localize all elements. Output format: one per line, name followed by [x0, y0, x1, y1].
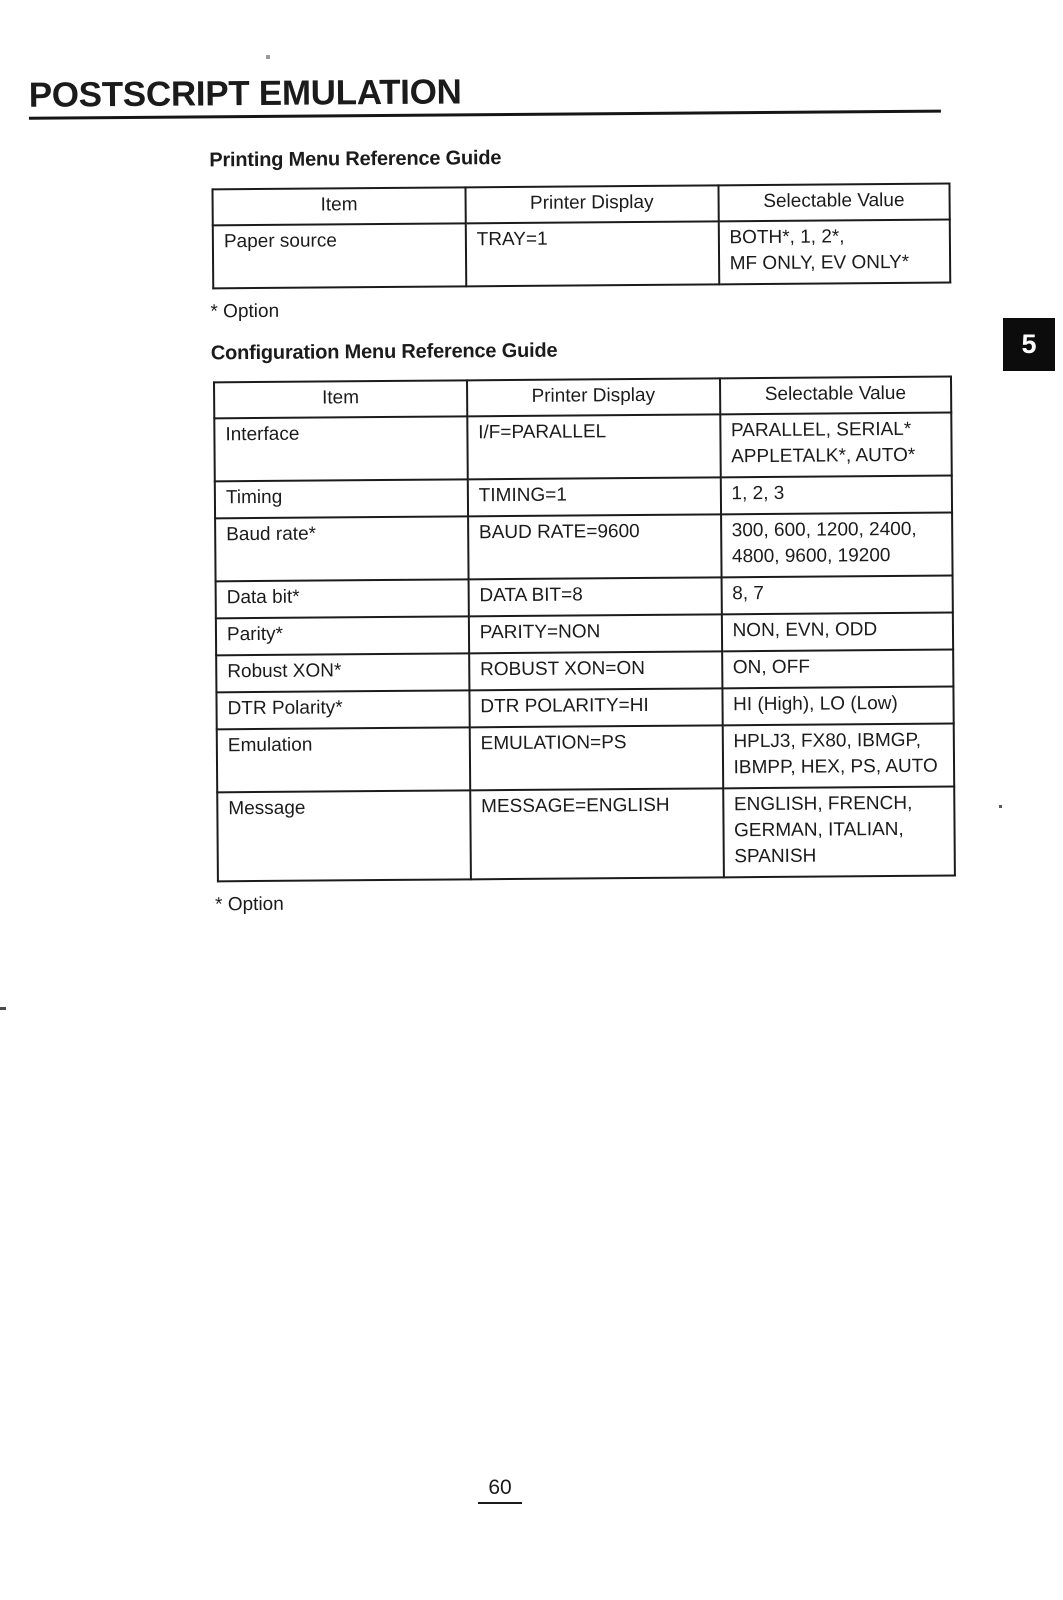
value-cell: ENGLISH, FRENCH, GERMAN, ITALIAN, SPANISH — [723, 787, 955, 878]
value-cell: PARALLEL, SERIAL* APPLETALK*, AUTO* — [720, 413, 952, 478]
item-cell: Interface — [214, 416, 467, 481]
table-row — [217, 724, 954, 793]
page-number: 60 — [478, 1476, 522, 1504]
table-header-row — [212, 184, 949, 226]
option-footnote: * Option — [215, 894, 284, 916]
section-heading: Printing Menu Reference Guide — [209, 147, 502, 172]
value-cell: ON, OFF — [722, 650, 954, 689]
table-row — [217, 787, 955, 882]
display-cell: TRAY=1 — [466, 221, 719, 286]
value-cell: 1, 2, 3 — [720, 476, 952, 515]
column-header: Printer Display — [465, 185, 718, 223]
table-row — [216, 613, 953, 656]
table-row — [216, 650, 953, 693]
configuration-menu-section — [211, 337, 960, 917]
value-cell: BOTH*, 1, 2*, MF ONLY, EV ONLY* — [718, 220, 950, 285]
display-cell: EMULATION=PS — [470, 726, 723, 791]
reference-table — [211, 183, 951, 290]
display-cell: MESSAGE=ENGLISH — [470, 789, 723, 880]
chapter-tab-number: 5 — [1021, 329, 1037, 359]
column-header: Printer Display — [467, 378, 720, 416]
table-header-row — [214, 377, 951, 419]
column-header: Selectable Value — [720, 377, 952, 415]
reference-table — [213, 376, 956, 883]
value-cell: 8, 7 — [721, 576, 953, 615]
item-cell: Robust XON* — [216, 653, 469, 692]
table-row — [214, 413, 951, 482]
section-heading: Configuration Menu Reference Guide — [210, 339, 558, 365]
item-cell: DTR Polarity* — [216, 690, 469, 729]
item-cell: Parity* — [216, 616, 469, 655]
table-row — [216, 687, 953, 730]
column-header: Item — [214, 380, 467, 418]
item-cell: Paper source — [213, 223, 466, 288]
display-cell: BAUD RATE=9600 — [468, 514, 721, 579]
table-row — [215, 476, 952, 519]
item-cell: Baud rate* — [215, 516, 468, 581]
chapter-tab — [1003, 318, 1055, 371]
value-cell: NON, EVN, ODD — [721, 613, 953, 652]
item-cell: Message — [217, 791, 470, 882]
column-header: Selectable Value — [718, 184, 950, 222]
option-footnote: * Option — [210, 300, 280, 323]
item-cell: Emulation — [217, 727, 470, 792]
display-cell: PARITY=NON — [469, 614, 722, 653]
table-row — [216, 576, 953, 619]
printing-menu-section — [209, 144, 955, 324]
column-header: Item — [212, 187, 465, 225]
table-body — [213, 220, 950, 289]
value-cell: HPLJ3, FX80, IBMGP, IBMPP, HEX, PS, AUTO — [722, 724, 954, 789]
display-cell: TIMING=1 — [468, 477, 721, 516]
display-cell: DATA BIT=8 — [468, 577, 721, 616]
display-cell: DTR POLARITY=HI — [469, 688, 722, 727]
value-cell: 300, 600, 1200, 2400, 4800, 9600, 19200 — [721, 513, 953, 578]
table-row — [213, 220, 950, 289]
scan-speck — [999, 805, 1002, 808]
item-cell: Data bit* — [216, 579, 469, 618]
page-title: POSTSCRIPT EMULATION — [28, 72, 462, 115]
item-cell: Timing — [215, 479, 468, 518]
display-cell: I/F=PARALLEL — [467, 414, 720, 479]
scan-speck — [0, 1007, 6, 1010]
value-cell: HI (High), LO (Low) — [722, 687, 954, 726]
table-row — [215, 513, 952, 582]
scan-speck — [266, 55, 270, 59]
table-body — [214, 413, 955, 882]
display-cell: ROBUST XON=ON — [469, 651, 722, 690]
